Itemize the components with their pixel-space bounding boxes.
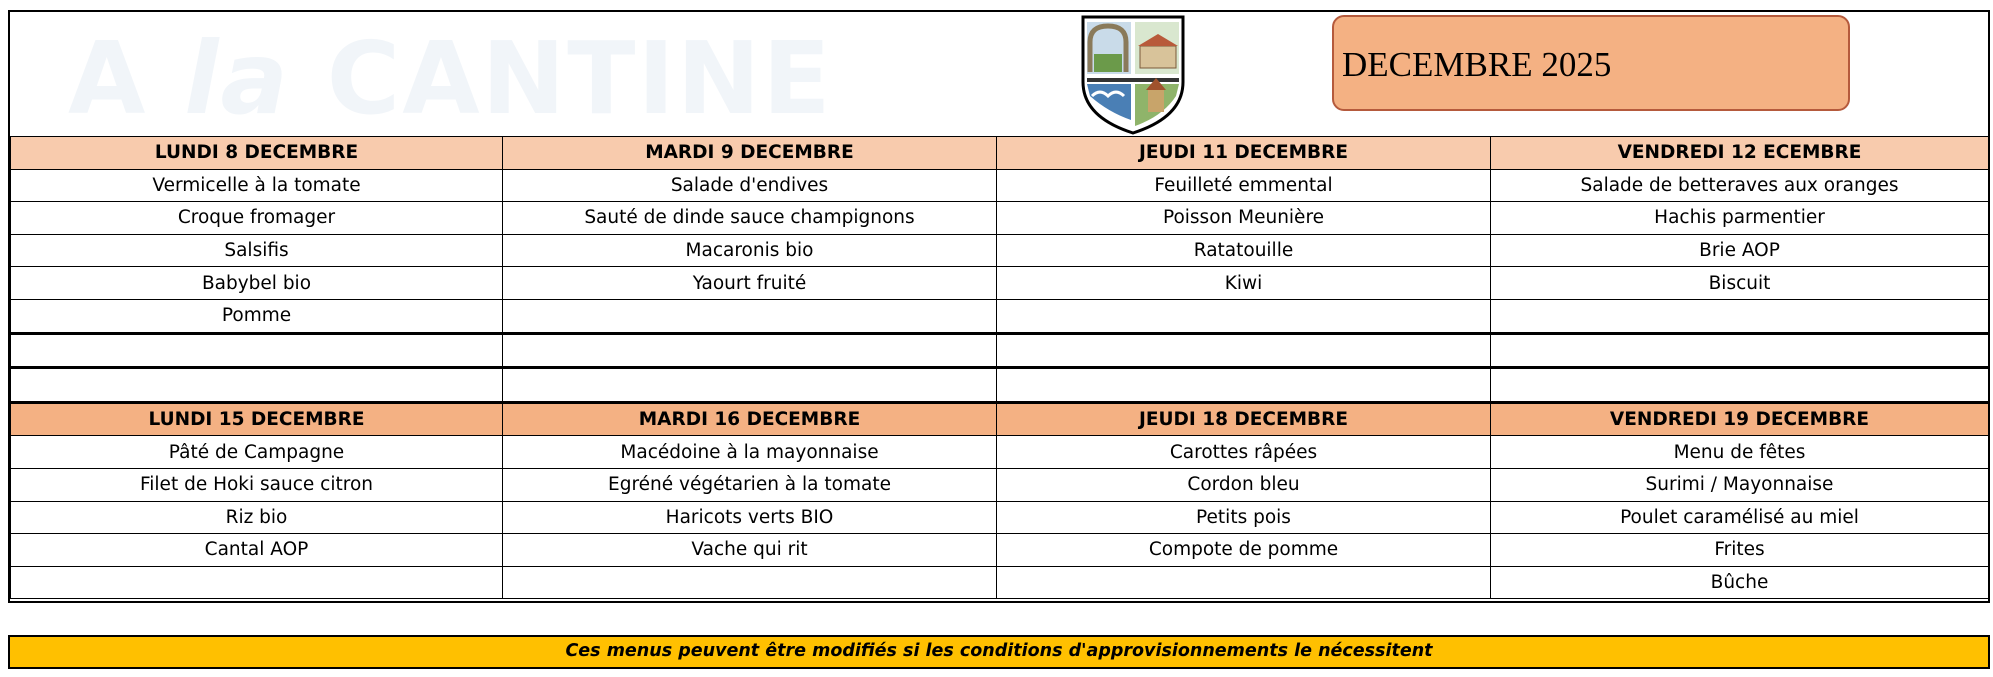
menu-item: Biscuit	[1491, 267, 1989, 300]
menu-item: Sauté de dinde sauce champignons	[503, 202, 997, 235]
week2-header-row	[11, 402, 1989, 436]
menu-item: Hachis parmentier	[1491, 202, 1989, 235]
menu-item	[503, 368, 997, 403]
menu-row	[11, 299, 1989, 333]
menu-row	[11, 468, 1989, 501]
menu-item: Kiwi	[997, 267, 1491, 300]
menu-item: Bûche	[1491, 566, 1989, 599]
menu-row	[11, 436, 1989, 469]
menu-row	[11, 234, 1989, 267]
menu-row	[11, 333, 1989, 368]
menu-item	[1491, 299, 1989, 333]
menu-row	[11, 267, 1989, 300]
supply-notice-banner: Ces menus peuvent être modifiés si les conditions d'approvisionnements le nécessitent	[8, 635, 1990, 669]
month-banner	[1332, 15, 1850, 111]
day-header: LUNDI 8 DECEMBRE	[11, 137, 503, 170]
menu-item	[997, 368, 1491, 403]
menu-item: Carottes râpées	[997, 436, 1491, 469]
menu-item: Croque fromager	[11, 202, 503, 235]
menu-item: Salsifis	[11, 234, 503, 267]
menu-row	[11, 368, 1989, 403]
menu-item: Brie AOP	[1491, 234, 1989, 267]
town-crest-icon	[1078, 12, 1188, 136]
menu-item: Compote de pomme	[997, 534, 1491, 567]
day-header: LUNDI 15 DECEMBRE	[11, 402, 503, 436]
menu-item: Menu de fêtes	[1491, 436, 1989, 469]
menu-item: Surimi / Mayonnaise	[1491, 468, 1989, 501]
header	[10, 12, 1988, 136]
day-header: VENDREDI 12 ECEMBRE	[1491, 137, 1989, 170]
day-header: JEUDI 18 DECEMBRE	[997, 402, 1491, 436]
menu-item: Poulet caramélisé au miel	[1491, 501, 1989, 534]
menu-item	[997, 299, 1491, 333]
menu-item: Petits pois	[997, 501, 1491, 534]
menu-item: Vermicelle à la tomate	[11, 169, 503, 202]
menu-item	[11, 566, 503, 599]
menu-row	[11, 501, 1989, 534]
menu-item	[1491, 368, 1989, 403]
menu-table	[10, 136, 1989, 599]
month-title: DECEMBRE 2025	[1342, 45, 1612, 84]
menu-item: Cantal AOP	[11, 534, 503, 567]
menu-item: Riz bio	[11, 501, 503, 534]
menu-item	[11, 333, 503, 368]
menu-row	[11, 202, 1989, 235]
menu-item	[1491, 333, 1989, 368]
menu-frame	[8, 10, 1990, 603]
menu-item: Vache qui rit	[503, 534, 997, 567]
menu-item: Pomme	[11, 299, 503, 333]
menu-item: Pâté de Campagne	[11, 436, 503, 469]
menu-item: Yaourt fruité	[503, 267, 997, 300]
week1-header-row	[11, 137, 1989, 170]
menu-item	[11, 368, 503, 403]
menu-item: Poisson Meunière	[997, 202, 1491, 235]
menu-item: Babybel bio	[11, 267, 503, 300]
day-header: MARDI 9 DECEMBRE	[503, 137, 997, 170]
menu-item: Salade de betteraves aux oranges	[1491, 169, 1989, 202]
day-header: JEUDI 11 DECEMBRE	[997, 137, 1491, 170]
menu-item: Macédoine à la mayonnaise	[503, 436, 997, 469]
menu-row	[11, 566, 1989, 599]
menu-item: Filet de Hoki sauce citron	[11, 468, 503, 501]
menu-item	[997, 333, 1491, 368]
menu-item	[503, 566, 997, 599]
menu-item: Salade d'endives	[503, 169, 997, 202]
day-header: VENDREDI 19 DECEMBRE	[1491, 402, 1989, 436]
menu-item: Haricots verts BIO	[503, 501, 997, 534]
menu-item: Macaronis bio	[503, 234, 997, 267]
menu-item	[503, 333, 997, 368]
menu-item: Egréné végétarien à la tomate	[503, 468, 997, 501]
menu-item	[503, 299, 997, 333]
menu-item: Cordon bleu	[997, 468, 1491, 501]
menu-item	[997, 566, 1491, 599]
day-header: MARDI 16 DECEMBRE	[503, 402, 997, 436]
menu-item: Ratatouille	[997, 234, 1491, 267]
menu-item: Feuilleté emmental	[997, 169, 1491, 202]
watermark-title: A la CANTINE	[68, 20, 833, 137]
menu-item: Frites	[1491, 534, 1989, 567]
menu-row	[11, 534, 1989, 567]
menu-row	[11, 169, 1989, 202]
